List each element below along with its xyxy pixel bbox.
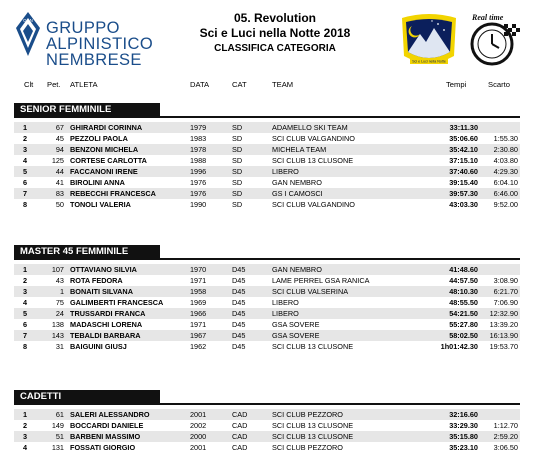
- cell-tempi: 48:55.50: [449, 298, 478, 307]
- cell-clt: 8: [22, 342, 28, 351]
- table-row: [14, 319, 520, 330]
- section-divider: [14, 403, 520, 405]
- cell-scarto: 12:32.90: [489, 309, 518, 318]
- cell-tempi: 58:02.50: [449, 331, 478, 340]
- night-logo-text: Sci e Luci nella Notte: [412, 59, 446, 64]
- column-header: [0, 80, 534, 92]
- gan-emblem-icon: [14, 10, 42, 58]
- cell-cat: SD: [232, 189, 243, 198]
- cell-atleta: CORTESE CARLOTTA: [70, 156, 147, 165]
- cell-pet: 41: [55, 178, 64, 187]
- cell-team: MICHELA TEAM: [272, 145, 327, 154]
- cell-tempi: 33:11.30: [449, 123, 478, 132]
- cell-team: SCI CLUB 13 CLUSONE: [272, 421, 354, 430]
- classifica-title: CLASSIFICA CATEGORIA: [214, 43, 336, 54]
- gan-mark-text: GAN: [23, 18, 33, 23]
- cell-atleta: FOSSATI GIORGIO: [70, 443, 136, 452]
- cell-pet: 61: [55, 410, 64, 419]
- cell-cat: D45: [232, 342, 246, 351]
- cell-scarto: 3:06.50: [493, 443, 518, 452]
- cell-scarto: 2:30.80: [493, 145, 518, 154]
- cell-pet: 1: [59, 287, 64, 296]
- cell-tempi: 33:29.30: [449, 421, 478, 430]
- section-divider: [14, 258, 520, 260]
- page-header: [160, 11, 390, 56]
- col-clt: Clt: [24, 80, 34, 89]
- cell-team: LAME PERREL GSA RANICA: [272, 276, 370, 285]
- cell-team: GAN NEMBRO: [272, 265, 322, 274]
- cell-pet: 45: [55, 134, 64, 143]
- cell-atleta: BONAITI SILVANA: [70, 287, 133, 296]
- cell-clt: 7: [22, 331, 28, 340]
- cell-clt: 7: [22, 189, 28, 198]
- cell-data: 2000: [190, 432, 207, 441]
- cell-pet: 143: [51, 331, 64, 340]
- cell-atleta: BOCCARDI DANIELE: [70, 421, 144, 430]
- section-title: MASTER 45 FEMMINILE: [14, 245, 160, 258]
- cell-data: 2001: [190, 443, 207, 452]
- cell-tempi: 39:57.30: [449, 189, 478, 198]
- cell-pet: 149: [51, 421, 64, 430]
- cell-pet: 83: [55, 189, 64, 198]
- real-time-logo: [466, 10, 522, 72]
- cell-atleta: TONOLI VALERIA: [70, 200, 131, 209]
- table-row: [14, 199, 520, 210]
- cell-clt: 2: [22, 276, 28, 285]
- cell-data: 1970: [190, 265, 207, 274]
- cell-tempi: 41:48.60: [449, 265, 478, 274]
- col-scarto: Scarto: [488, 80, 510, 89]
- cell-pet: 131: [51, 443, 64, 452]
- page-title: 05. Revolution: [233, 11, 316, 25]
- cell-cat: CAD: [232, 410, 248, 419]
- cell-pet: 44: [55, 167, 64, 176]
- cell-clt: 6: [22, 178, 28, 187]
- cell-cat: CAD: [232, 443, 248, 452]
- cell-scarto: 19:53.70: [489, 342, 518, 351]
- cell-cat: CAD: [232, 421, 248, 430]
- cell-atleta: SALERI ALESSANDRO: [70, 410, 150, 419]
- cell-scarto: 1:55.30: [493, 134, 518, 143]
- cell-pet: 51: [55, 432, 64, 441]
- cell-clt: 3: [22, 432, 28, 441]
- col-data: DATA: [190, 80, 210, 89]
- cell-scarto: 2:59.20: [493, 432, 518, 441]
- section-title: SENIOR FEMMINILE: [14, 103, 160, 116]
- cell-cat: D45: [232, 309, 246, 318]
- cell-tempi: 32:16.60: [449, 410, 478, 419]
- cell-atleta: BENZONI MICHELA: [70, 145, 139, 154]
- cell-atleta: OTTAVIANO SILVIA: [70, 265, 137, 274]
- cell-atleta: BIROLINI ANNA: [70, 178, 125, 187]
- table-row: [14, 308, 520, 319]
- cell-tempi: 37:15.10: [449, 156, 478, 165]
- table-row: [14, 155, 520, 166]
- cell-clt: 4: [22, 156, 28, 165]
- table-row: [14, 122, 520, 133]
- cell-cat: SD: [232, 123, 243, 132]
- cell-tempi: 54:21.50: [449, 309, 478, 318]
- cell-data: 1983: [190, 134, 207, 143]
- table-row: [14, 286, 520, 297]
- cell-atleta: PEZZOLI PAOLA: [70, 134, 128, 143]
- cell-cat: D45: [232, 265, 246, 274]
- table-row: [14, 420, 520, 431]
- cell-pet: 125: [51, 156, 64, 165]
- cell-clt: 1: [22, 123, 28, 132]
- cell-team: SCI CLUB PEZZORO: [272, 410, 343, 419]
- cell-clt: 3: [22, 145, 28, 154]
- cell-clt: 4: [22, 298, 28, 307]
- cell-clt: 8: [22, 200, 28, 209]
- table-row: [14, 297, 520, 308]
- cell-scarto: 16:13.90: [489, 331, 518, 340]
- cell-pet: 75: [55, 298, 64, 307]
- cell-cat: CAD: [232, 432, 248, 441]
- cell-data: 1962: [190, 342, 207, 351]
- col-cat: CAT: [232, 80, 247, 89]
- cell-data: 1976: [190, 178, 207, 187]
- cell-scarto: 9:52.00: [493, 200, 518, 209]
- gan-logo: [14, 10, 174, 70]
- cell-scarto: 6:46.00: [493, 189, 518, 198]
- cell-clt: 6: [22, 320, 28, 329]
- cell-cat: SD: [232, 145, 243, 154]
- cell-team: GSA SOVERE: [272, 331, 320, 340]
- cell-tempi: 39:15.40: [449, 178, 478, 187]
- cell-team: SCI CLUB VALGANDINO: [272, 200, 355, 209]
- page-subtitle: Sci e Luci nella Notte 2018: [199, 26, 351, 40]
- cell-data: 1969: [190, 298, 207, 307]
- cell-data: 1958: [190, 287, 207, 296]
- table-row: [14, 166, 520, 177]
- cell-atleta: BARBENI MASSIMO: [70, 432, 141, 441]
- logo-line-1: GRUPPO: [46, 19, 120, 37]
- cell-data: 1979: [190, 123, 207, 132]
- cell-data: 1971: [190, 276, 207, 285]
- cell-team: LIBERO: [272, 309, 299, 318]
- cell-team: SCI CLUB 13 CLUSONE: [272, 432, 354, 441]
- cell-tempi: 35:15.80: [449, 432, 478, 441]
- cell-cat: D45: [232, 287, 246, 296]
- gan-logo-text: [46, 20, 153, 68]
- cell-data: 1966: [190, 309, 207, 318]
- table-row: [14, 264, 520, 275]
- cell-tempi: 37:40.60: [449, 167, 478, 176]
- cell-team: GS I CAMOSCI: [272, 189, 323, 198]
- table-row: [14, 177, 520, 188]
- cell-data: 2002: [190, 421, 207, 430]
- cell-atleta: REBECCHI FRANCESCA: [70, 189, 156, 198]
- cell-cat: SD: [232, 134, 243, 143]
- cell-scarto: 7:06.90: [493, 298, 518, 307]
- cell-team: LIBERO: [272, 298, 299, 307]
- cell-data: 1978: [190, 145, 207, 154]
- cell-pet: 67: [55, 123, 64, 132]
- cell-data: 1988: [190, 156, 207, 165]
- cell-tempi: 35:06.60: [449, 134, 478, 143]
- cell-scarto: 6:04.10: [493, 178, 518, 187]
- cell-team: LIBERO: [272, 167, 299, 176]
- cell-team: GSA SOVERE: [272, 320, 320, 329]
- cell-pet: 138: [51, 320, 64, 329]
- cell-pet: 94: [55, 145, 64, 154]
- cell-team: SCI CLUB 13 CLUSONE: [272, 342, 354, 351]
- cell-clt: 1: [22, 410, 28, 419]
- col-pet: Pet.: [47, 80, 61, 89]
- logo-line-2: ALPINISTICO: [46, 35, 154, 53]
- table-row: [14, 330, 520, 341]
- cell-data: 1990: [190, 200, 207, 209]
- sci-luci-notte-logo: [398, 12, 460, 72]
- cell-tempi: 48:10.30: [449, 287, 478, 296]
- table-row: [14, 144, 520, 155]
- cell-clt: 4: [22, 443, 28, 452]
- table-row: [14, 188, 520, 199]
- cell-team: SCI CLUB 13 CLUSONE: [272, 156, 354, 165]
- cell-tempi: 1h01:42.30: [440, 342, 478, 351]
- cell-scarto: 6:21.70: [493, 287, 518, 296]
- cell-clt: 3: [22, 287, 28, 296]
- table-row: [14, 442, 520, 453]
- cell-scarto: 1:12.70: [493, 421, 518, 430]
- cell-clt: 1: [22, 265, 28, 274]
- cell-atleta: TEBALDI BARBARA: [70, 331, 141, 340]
- cell-clt: 5: [22, 167, 28, 176]
- cell-cat: D45: [232, 276, 246, 285]
- cell-tempi: 35:42.10: [449, 145, 478, 154]
- cell-atleta: TRUSSARDI FRANCA: [70, 309, 146, 318]
- cell-data: 1967: [190, 331, 207, 340]
- section-title: CADETTI: [14, 390, 160, 403]
- cell-cat: D45: [232, 298, 246, 307]
- cell-data: 1971: [190, 320, 207, 329]
- cell-scarto: 3:08.90: [493, 276, 518, 285]
- cell-cat: D45: [232, 320, 246, 329]
- cell-pet: 43: [55, 276, 64, 285]
- cell-atleta: ROTA FEDORA: [70, 276, 123, 285]
- cell-data: 1976: [190, 189, 207, 198]
- cell-team: SCI CLUB PEZZORO: [272, 443, 343, 452]
- cell-atleta: FACCANONI IRENE: [70, 167, 138, 176]
- cell-atleta: BAIGUINI GIUSJ: [70, 342, 127, 351]
- cell-clt: 2: [22, 134, 28, 143]
- cell-pet: 24: [55, 309, 64, 318]
- cell-atleta: GHIRARDI CORINNA: [70, 123, 143, 132]
- cell-data: 2001: [190, 410, 207, 419]
- cell-tempi: 44:57.50: [449, 276, 478, 285]
- cell-cat: D45: [232, 331, 246, 340]
- cell-cat: SD: [232, 156, 243, 165]
- cell-tempi: 35:23.10: [449, 443, 478, 452]
- col-team: TEAM: [272, 80, 294, 89]
- table-row: [14, 275, 520, 286]
- col-tempi: Tempi: [446, 80, 467, 89]
- cell-scarto: 13:39.20: [489, 320, 518, 329]
- cell-cat: SD: [232, 200, 243, 209]
- cell-cat: SD: [232, 178, 243, 187]
- table-row: [14, 431, 520, 442]
- cell-clt: 2: [22, 421, 28, 430]
- cell-team: ADAMELLO SKI TEAM: [272, 123, 348, 132]
- cell-tempi: 55:27.80: [449, 320, 478, 329]
- cell-atleta: MADASCHI LORENA: [70, 320, 143, 329]
- section-divider: [14, 116, 520, 118]
- cell-team: SCI CLUB VALSERINA: [272, 287, 349, 296]
- cell-pet: 31: [55, 342, 64, 351]
- cell-cat: SD: [232, 167, 243, 176]
- cell-atleta: GALIMBERTI FRANCESCA: [70, 298, 164, 307]
- cell-data: 1996: [190, 167, 207, 176]
- table-row: [14, 409, 520, 420]
- cell-team: SCI CLUB VALGANDINO: [272, 134, 355, 143]
- logo-line-3: NEMBRESE: [46, 51, 142, 69]
- cell-scarto: 4:03.80: [493, 156, 518, 165]
- cell-tempi: 43:03.30: [449, 200, 478, 209]
- cell-scarto: 4:29.30: [493, 167, 518, 176]
- cell-clt: 5: [22, 309, 28, 318]
- cell-pet: 50: [55, 200, 64, 209]
- time-logo-text: Real time: [472, 13, 504, 22]
- table-row: [14, 341, 520, 352]
- cell-team: GAN NEMBRO: [272, 178, 322, 187]
- cell-pet: 107: [51, 265, 64, 274]
- col-atleta: ATLETA: [70, 80, 98, 89]
- table-row: [14, 133, 520, 144]
